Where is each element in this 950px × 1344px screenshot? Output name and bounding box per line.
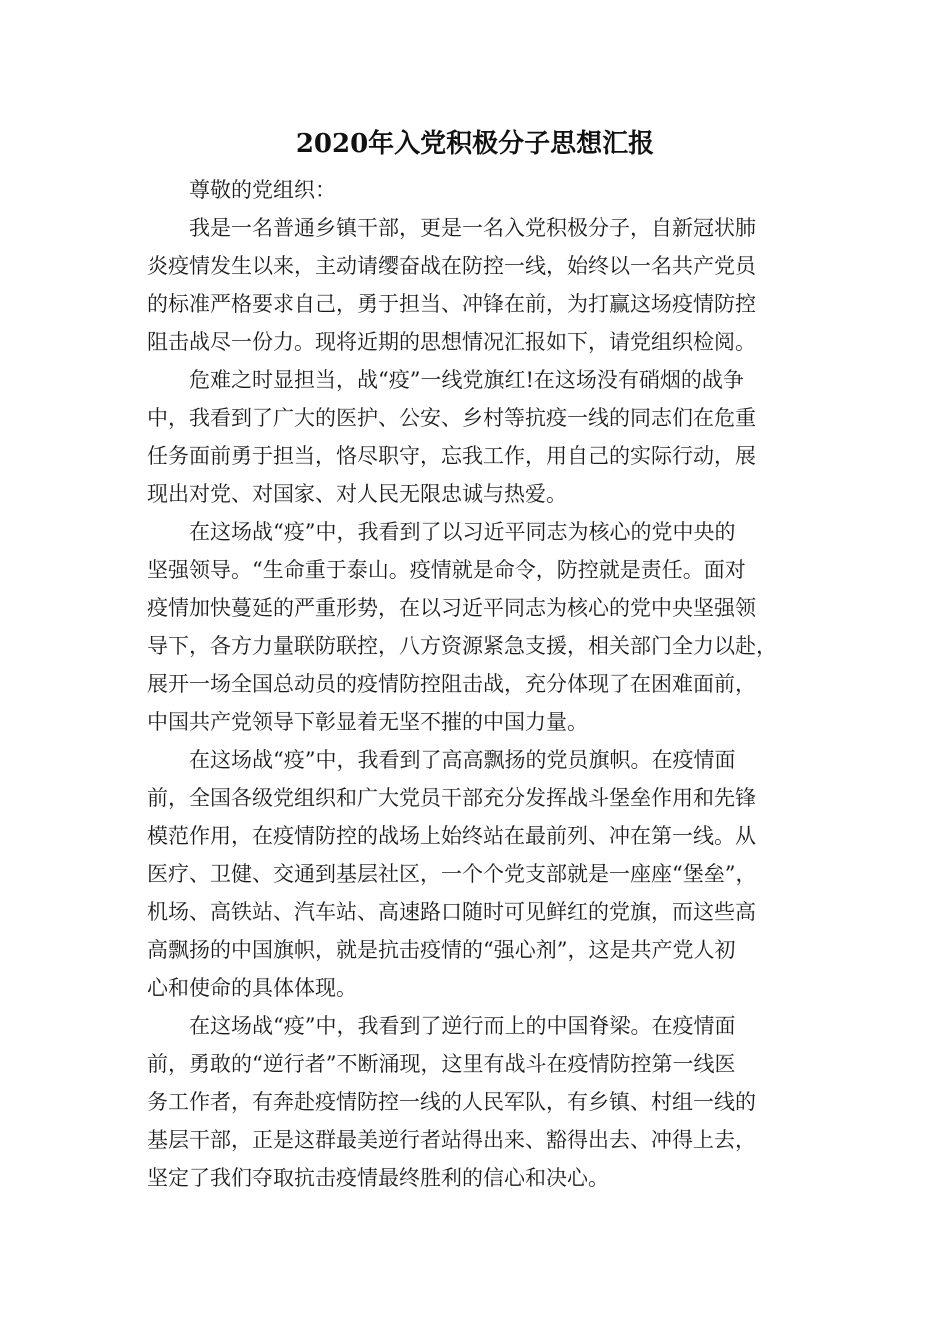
text-line: 中国共产党领导下彰显着无坚不摧的中国力量。	[147, 710, 588, 734]
text-line: 前，勇敢的“逆行者”不断涌现，这里有战斗在疫情防控第一线医	[147, 1052, 736, 1076]
text-line: 我是一名普通乡镇干部，更是一名入党积极分子，自新冠状肺	[189, 216, 756, 240]
text-line: 在这场战“疫”中，我看到了高高飘扬的党员旗帜。在疫情面	[189, 748, 736, 772]
text-line: 危难之时显担当，战“疫”一线党旗红!在这场没有硝烟的战争	[189, 368, 744, 392]
document-title: 2020年入党积极分子思想汇报	[295, 129, 655, 159]
text-line: 前，全国各级党组织和广大党员干部充分发挥战斗堡垒作用和先锋	[147, 786, 756, 810]
text-line: 基层干部，正是这群最美逆行者站得出来、豁得出去、冲得上去，	[147, 1128, 756, 1152]
text-line: 炎疫情发生以来，主动请缨奋战在防控一线，始终以一名共产党员	[147, 254, 756, 278]
text-line: 疫情加快蔓延的严重形势，在以习近平同志为核心的党中央坚强领	[147, 596, 756, 620]
text-line: 坚强领导。“生命重于泰山。疫情就是命令，防控就是责任。面对	[147, 558, 746, 582]
text-line: 务工作者，有奔赴疫情防控一线的人民军队，有乡镇、村组一线的	[147, 1090, 756, 1114]
text-line: 的标准严格要求自己，勇于担当、冲锋在前，为打赢这场疫情防控	[147, 292, 756, 316]
text-line: 任务面前勇于担当，恪尽职守，忘我工作，用自己的实际行动，展	[147, 444, 756, 468]
text-line: 现出对党、对国家、对人民无限忠诚与热爱。	[147, 482, 567, 506]
text-line: 中，我看到了广大的医护、公安、乡村等抗疫一线的同志们在危重	[147, 406, 756, 430]
salutation: 尊敬的党组织：	[189, 178, 336, 202]
text-line: 高飘扬的中国旗帜，就是抗击疫情的“强心剂”，这是共产党人初	[147, 938, 736, 962]
text-line: 坚定了我们夺取抗击疫情最终胜利的信心和决心。	[147, 1166, 609, 1190]
text-line: 模范作用，在疫情防控的战场上始终站在最前列、冲在第一线。从	[147, 824, 756, 848]
text-line: 医疗、卫健、交通到基层社区，一个个党支部就是一座座“堡垒”，	[147, 862, 757, 886]
text-line: 在这场战“疫”中，我看到了逆行而上的中国脊梁。在疫情面	[189, 1014, 736, 1038]
text-line: 展开一场全国总动员的疫情防控阻击战，充分体现了在困难面前，	[147, 672, 756, 696]
text-line: 阻击战尽一份力。现将近期的思想情况汇报如下，请党组织检阅。	[147, 330, 756, 354]
text-line: 在这场战“疫”中，我看到了以习近平同志为核心的党中央的	[189, 520, 736, 544]
text-line: 心和使命的具体体现。	[147, 976, 357, 1000]
text-line: 机场、高铁站、汽车站、高速路口随时可见鲜红的党旗，而这些高	[147, 900, 756, 924]
text-line: 导下，各方力量联防联控，八方资源紧急支援，相关部门全力以赴，	[147, 634, 777, 658]
